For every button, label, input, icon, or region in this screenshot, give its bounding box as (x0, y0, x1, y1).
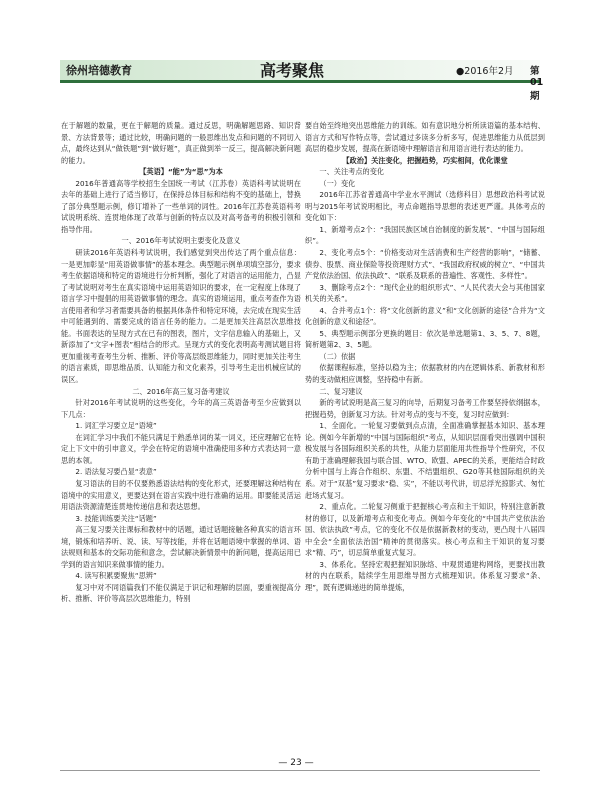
paragraph: 要自始至终地突出思维能力的训练。如有意识地分析所读语篇的基本结构、语言方式和写作特点等，尝试通过多读多分析多写，促进思维能力从低层到高层的稳步发展，提高在新语境中理解语言和用语言进行表达的能力。 (305, 121, 545, 154)
section-heading: 一、2016年考试说明主要变化及意义 (121, 236, 241, 246)
page-number: — 23 — (278, 758, 314, 768)
footer-rule (60, 770, 540, 771)
section-heading: 一、关注考点的变化 (319, 167, 385, 177)
paragraph: 2、重点化。二轮复习侧重于把握核心考点和主干知识，特别注意新教材的修订，以及新增考点和变化考点。例如今年变化的“中国共产党依法治国、依法执政”考点，它的变化不仅是依据新教材的变动，更凸现十八届四中全会“全面依法治国”精神的贯彻落实。核心考点和主干知识的复习要求“精、巧”，切忌简单重复式复习。 (305, 502, 545, 558)
paragraph: 2、变化考点5个：“价格变动对生活消费和生产经营的影响”，“储蓄、债券、股票、商业保险等投资理财方式”、“我国政府权威的树立”、“中国共产党依法治国、依法执政”、“联系及联系的普遍性、客观性、多样性”。 (305, 248, 545, 281)
section-heading: 【英语】“能”为“思”为本 (139, 167, 223, 177)
paragraph: 3、体系化。坚持宏观把握知识脉络、中观贯通建构网络，更要找出教材的内在联系，陆续学生用思维导图方式梳理知识。体系复习要求“条、理”，既有逻辑递进的简单提炼， (305, 559, 545, 592)
section-title: 高考聚焦 (260, 61, 325, 80)
section-heading: 2. 语法复习要凸显“表意” (75, 467, 157, 477)
section-heading: 1. 词汇学习要立足“语境” (75, 421, 157, 431)
paragraph: 依据课程标准，坚持以稳为主；依据教材的内在逻辑体系、新教材和形势的变动做相应调整，坚持稳中有新。 (305, 363, 545, 385)
brand-name: 徐州培德教育 (66, 64, 132, 77)
section-heading: 二、2016年高三复习备考建议 (132, 386, 230, 396)
section-heading: 二、复习建议 (319, 386, 363, 396)
paragraph: 针对2016年考试说明的这些变化，今年的高三英语备考至少应做到以下几点： (61, 398, 301, 419)
section-heading: 3. 技能训练要关注“话题” (75, 513, 157, 523)
section-heading: 4. 读写积累要聚焦“思辨” (75, 571, 157, 581)
issue-date: ●2016年2月 (456, 66, 514, 77)
page-header (60, 54, 544, 102)
paragraph: 2016年江苏省普通高中学业水平测试（选修科目）思想政治科考试说明与2015年考试说明相比，考点命题指导思想的表述更严谨。具体考点的变化如下： (305, 190, 545, 223)
paragraph: 1、全面化。一轮复习要做到点点清，全面准确掌握基本知识、基本理论。例如今年新增的“中国与国际组织”考点，从知识层面看突出强调中国积极发展与各国际组织关系的共性，从能力层面能用共性指导个性研究，不仅有助于准确理解我国与联合国、WTO、欧盟、APEC的关系，更能结合时政分析中国与上海合作组织、东盟、不结盟组织、G20等其他国际组织的关系。对于“双基”复习要求“稳、实”，不能以考代讲，切忌浮光掠影式、匆忙赶场式复习。 (305, 421, 545, 500)
paragraph: 2016年普通高等学校招生全国统一考试（江苏卷）英语科考试说明在去年的基础上进行了适当修订，在保持总体目标和结构不变的基础上，替换了部分典型题示例，修订增补了一些单词的词性。2016年江苏卷英语科考试说明系统、连贯地体现了改革与创新的特点以及对高考备考的积极引领和指导作用。 (61, 178, 301, 234)
paragraph: 在于解题的数量，更在于解题的质量。通过反思，明确解题思路、知识背景、方法背景等；通过比较，明确问题的一般思维出发点和问题的不同切入点，最终达到从“做铁题”到“做好题”，真正做到举一反三，提高解决新问题的能力。 (61, 121, 301, 165)
paragraph: 5、典型题示例部分更换的题目：依次是单选题第1、3、5、7、8题，简析题第2、3、5题。 (305, 328, 545, 350)
paragraph: 新的考试说明是高三复习的向导，后期复习备考工作要坚持依纲据本，把握趋势，创新复习方法。针对考点的变与不变，复习时应做到： (305, 398, 545, 419)
paragraph: 在词汇学习中我们不能只满足于熟悉单词的某一词义，还应理解它在特定上下文中的引申意义，学会在特定的语境中准确使用多种方式表达同一意思的本领。 (61, 432, 301, 465)
paragraph: 复习语法的目的不仅要熟悉语法结构的变化形式，还要理解这种结构在语境中的实用意义，更要达到在语言实践中进行准确的运用。即要能灵活运用语法资源清楚连贯地传递信息和表达思想。 (61, 478, 301, 512)
paragraph: 3、删除考点2个：“现代企业的组织形式”、“人民代表大会与其他国家机关的关系”。 (305, 282, 545, 304)
issue-number: 第01期 (530, 66, 544, 102)
section-heading: 【政治】关注变化，把握趋势，巧实相间，优化课堂 (342, 155, 508, 165)
paragraph: 复习中对不同语篇我们不能仅满足于识记和理解的层面，要重视提高分析、推断、评价等高层次思维能力，特别 (61, 582, 301, 604)
section-heading: （一）变化 (319, 178, 356, 188)
right-column (305, 120, 545, 593)
left-column (61, 120, 301, 605)
paragraph: 研读2016年英语科考试说明，我们感觉到突出传达了两个重点信息：一是更加彰显“用英语做事情”的基本理念。典型题示例单项填空部分，要求考生依据语境和特定的语境进行分析判断，强化了对语言的运用能力，凸显了考试说明对考生在真实语境中运用英语知识的要求，在一定程度上体现了语言学习中提倡的用英语做事情的理念。真实的语境运用，重点考查作为语言使用者和学习者需要具备的根据具体条件和特定环境，去完成在现实生活中可能遇到的、需要完成的语言任务的能力。二是更加关注高层次思维技能。书面表达的呈现方式在已有的图表，图片，文字信息输入的基础上，又新添加了“文字+图表”相结合的形式。呈现方式的变化表明高考测试题目将更加重视考查考生分析、推断、评价等高层级思维能力，同时更加关注考生的语言素质，即思维品质、认知能力和文化素养，引导考生走出机械应试的误区。 (61, 248, 301, 385)
section-heading: （二）依据 (319, 351, 356, 361)
paragraph: 4、合并考点1个：将“文化创新的意义”和“文化创新的途径”合并为“文化创新的意义和途径”。 (305, 305, 545, 327)
paragraph: 1、新增考点2个：“我国民族区域自治制度的新发展”、“中国与国际组织”。 (305, 224, 545, 246)
paragraph: 高三复习要关注课标和教材中的话题，通过话题接触各种真实的语言环境，锻炼和培养听、说、读、写等技能，并将在话题语境中掌握的单词、语法规则和基本的交际功能和意念，尝试解决新情景中的新问题，提高运用已学到的语言知识来做事情的能力。 (61, 525, 301, 569)
